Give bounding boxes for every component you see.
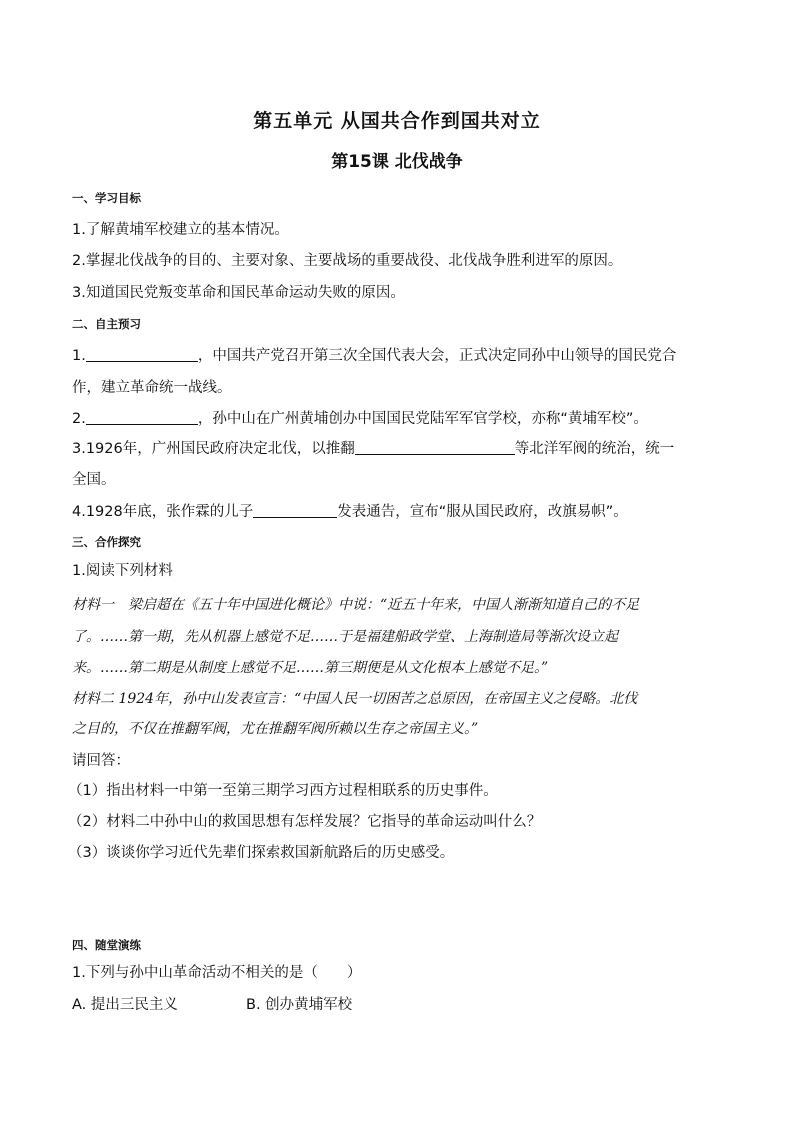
material-one-line: 了。……第一期，先从机器上感觉不足……于是福建船政学堂、上海制造局等渐次设立起 [72, 629, 618, 645]
preview-question-1-continued: 作，建立革命统一战线。 [72, 380, 232, 396]
unit-title: 第五单元 从国共合作到国共对立 [253, 110, 541, 132]
material-two-line: 之目的，不仅在推翻军阀，尤在推翻军阀所赖以生存之帝国主义。” [72, 721, 479, 737]
question-text: 发表通告，宣布“服从国民政府，改旗易帜”。 [337, 504, 628, 520]
explore-intro: 1.阅读下列材料 [72, 563, 173, 579]
explore-question: （3）谈谈你学习近代先辈们探索救国新航路后的历史感受。 [68, 845, 455, 861]
answer-blank[interactable] [253, 502, 337, 518]
question-text: ，孙中山在广州黄埔创办中国国民党陆军军官学校，亦称“黄埔军校”。 [197, 411, 648, 427]
section-heading-practice: 四、随堂演练 [72, 938, 141, 952]
practice-question: 1.下列与孙中山革命活动不相关的是（ ） [72, 965, 362, 981]
goal-item: 1.了解黄埔军校建立的基本情况。 [72, 222, 289, 238]
answer-blank[interactable] [86, 346, 198, 362]
section-heading-goals: 一、学习目标 [72, 191, 141, 205]
preview-question-3-continued: 全国。 [72, 472, 116, 488]
practice-option-b[interactable]: B. 创办黄埔军校 [246, 997, 353, 1013]
lesson-title: 第15课 北伐战争 [331, 152, 463, 172]
section-heading-preview: 二、自主预习 [72, 317, 141, 331]
question-text: ，中国共产党召开第三次全国代表大会，正式决定同孙中山领导的国民党合 [197, 348, 677, 364]
practice-option-a[interactable]: A. 提出三民主义 [72, 997, 178, 1013]
question-text: 3.1926年，广州国民政府决定北伐，以推翻 [72, 441, 355, 457]
question-number: 1. [72, 348, 86, 364]
goal-item: 2.掌握北伐战争的目的、主要对象、主要战场的重要战役、北伐战争胜利进军的原因。 [72, 253, 623, 269]
question-number: 2. [72, 411, 86, 427]
preview-question-3 [72, 437, 674, 458]
preview-question-1 [72, 344, 676, 365]
answer-prompt: 请回答： [72, 753, 130, 769]
explore-question: （2）材料二中孙中山的救国思想有怎样发展？它指导的革命运动叫什么？ [68, 814, 542, 830]
answer-blank[interactable] [355, 439, 515, 455]
question-text: 等北洋军阀的统治，统一 [514, 441, 675, 457]
answer-blank[interactable] [86, 409, 198, 425]
material-two-line: 材料二 1924年，孙中山发表宣言：“中国人民一切困苦之总原因，在帝国主义之侵略。北伐 [72, 691, 638, 707]
goal-item: 3.知道国民党叛变革命和国民革命运动失败的原因。 [72, 285, 405, 301]
explore-question: （1）指出材料一中第一至第三期学习西方过程相联系的历史事件。 [68, 783, 498, 799]
section-heading-explore: 三、合作探究 [72, 535, 141, 549]
material-one-line: 材料一 梁启超在《五十年中国进化概论》中说：“近五十年来，中国人渐渐知道自己的不足 [72, 597, 640, 613]
preview-question-2 [72, 407, 648, 428]
preview-question-4 [72, 500, 628, 521]
material-one-line: 来。……第二期是从制度上感觉不足……第三期便是从文化根本上感觉不足。” [72, 660, 549, 676]
question-text: 4.1928年底，张作霖的儿子 [72, 504, 254, 520]
